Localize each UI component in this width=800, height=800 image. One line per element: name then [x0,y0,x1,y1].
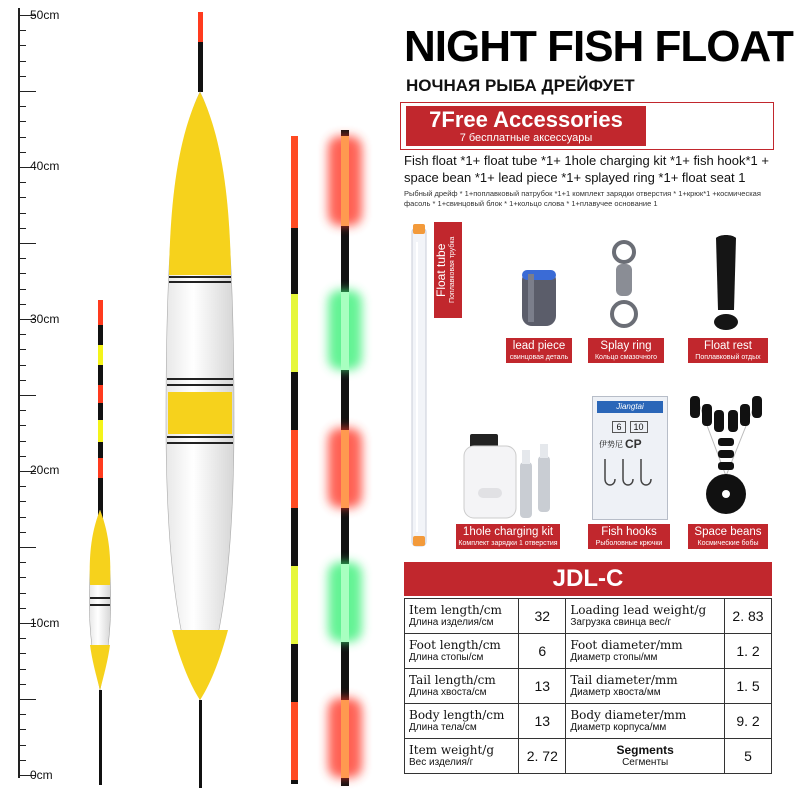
spec-label-en: Foot diameter/mm [570,637,683,652]
hook-code: CP [625,437,642,451]
hooks-icon [593,455,665,495]
ruler-label-40: 40cm [30,159,60,173]
charging-kit-label-en: 1hole charging kit [462,526,554,538]
spec-label-en: Loading lead weight/g [570,602,707,617]
spec-table [404,598,772,774]
fish-hooks-pack [592,396,668,520]
spec-label-ru: Диаметр стопы/мм [570,651,658,663]
accessories-description-ru: Рыбный дрейф * 1+поплавковый патрубок *1+1 комплект зарядки отверстия * 1+крюк*1 +космическая фасоль * 1+свинцовый блок * 1+кольцо слова * 1+плавучее основание 1 [404,189,761,208]
hook-type: 伊势尼 [599,439,623,449]
splay-ring-image [596,236,652,332]
fish-hooks-label-en: Fish hooks [601,526,657,538]
float-rest-label-en: Float rest [704,340,752,352]
spec-label [566,634,725,669]
spec-label-en: Item weight/g [409,742,495,757]
float-tube-label-en: Float tube [434,243,448,297]
small-float [89,300,110,785]
hook-size-a: 6 [612,421,625,433]
accessories-banner [406,106,646,146]
fish-hooks-label-ru: Рыболовные крючки [595,540,663,547]
glow-stick [328,130,362,786]
float-rest-label [688,338,768,363]
hook-pack-brand: Jiangtai [597,401,663,413]
spec-label-en: Segments [616,742,674,757]
charging-kit-label [456,524,560,549]
lead-piece-image [510,262,570,332]
spec-label [566,599,725,634]
spec-label-ru: Длина тела/см [409,721,477,733]
spec-label-en: Tail length/cm [409,672,496,687]
spec-label [566,704,725,739]
spec-value: 5 [725,739,772,774]
spec-label-ru: Сегменты [622,756,669,768]
spec-label [566,669,725,704]
spec-value: 32 [519,599,566,634]
spec-label-ru: Длина хвоста/см [409,686,487,698]
float-tube-label-ru: Поплавковая трубка [449,236,456,304]
spec-value: 2. 72 [519,739,566,774]
spec-label-ru: Загрузка свинца вес/г [570,616,672,628]
spec-value: 1. 5 [725,669,772,704]
spec-value: 1. 2 [725,634,772,669]
accessories-subtitle: 7 бесплатные аксессуары [459,132,593,144]
ruler-label-50: 50cm [30,8,60,22]
float-rest-image [698,230,758,336]
accessories-title: 7Free Accessories [429,107,623,132]
accessories-description: Fish float *1+ float tube *1+ 1hole charging kit *1+ fish hook*1 + space bean *1+ lead piece *1+ splayed ring *1+ float seat 1 [404,153,769,185]
ruler-label-0: 0cm [30,768,53,782]
float-tube-label [434,222,462,318]
lead-piece-label-ru: свинцовая деталь [509,354,569,361]
spec-label-en: Foot length/cm [409,637,501,652]
spec-value: 2. 83 [725,599,772,634]
spec-value: 13 [519,704,566,739]
spec-row [405,669,772,704]
spec-label-en: Body diameter/mm [570,707,687,722]
tail-stick [291,136,298,784]
splay-ring-label-en: Splay ring [600,340,652,352]
spec-label-ru: Вес изделия/г [409,756,474,768]
spec-row [405,739,772,774]
spec-model: JDL-C [404,562,772,596]
page-title: NIGHT FISH FLOAT [404,22,793,71]
spec-row [405,704,772,739]
spec-label-ru: Длина изделия/см [409,616,494,628]
space-beans-label-ru: Космические бобы [697,540,759,547]
splay-ring-label-ru: Кольцо смазочного масла [594,354,657,370]
space-beans-label [688,524,768,549]
spec-label-ru: Длина стопы/см [409,651,484,663]
spec-label [405,739,519,774]
spec-label [405,669,519,704]
spec-label [405,704,519,739]
space-beans-label-en: Space beans [694,526,762,538]
spec-value: 6 [519,634,566,669]
space-beans-image [682,388,772,522]
spec-value: 9. 2 [725,704,772,739]
ruler-label-30: 30cm [30,312,60,326]
spec-label-ru: Диаметр корпуса/мм [570,721,667,733]
charging-kit-label-ru: Комплект зарядки 1 отверстия [458,540,558,547]
lead-piece-label-en: lead piece [512,340,566,352]
spec-label [566,739,725,774]
spec-label-en: Body length/cm [409,707,505,722]
spec-label-en: Item length/cm [409,602,502,617]
spec-label [405,599,519,634]
float-rest-label-ru: Поплавковый отдых [695,354,761,361]
hook-size-b: 10 [630,421,648,433]
spec-label [405,634,519,669]
spec-value: 13 [519,669,566,704]
spec-label-ru: Диаметр хвоста/мм [570,686,661,698]
ruler-label-20: 20cm [30,463,60,477]
page-subtitle: НОЧНАЯ РЫБА ДРЕЙФУЕТ [406,76,635,95]
spec-row [405,634,772,669]
splay-ring-label [588,338,664,370]
ruler-label-10: 10cm [30,616,60,630]
fish-hooks-label [588,524,670,549]
spec-label-en: Tail diameter/mm [570,672,678,687]
spec-row [405,599,772,634]
charging-kit-image [456,426,576,522]
big-float [166,12,234,788]
lead-piece-label [506,338,572,363]
